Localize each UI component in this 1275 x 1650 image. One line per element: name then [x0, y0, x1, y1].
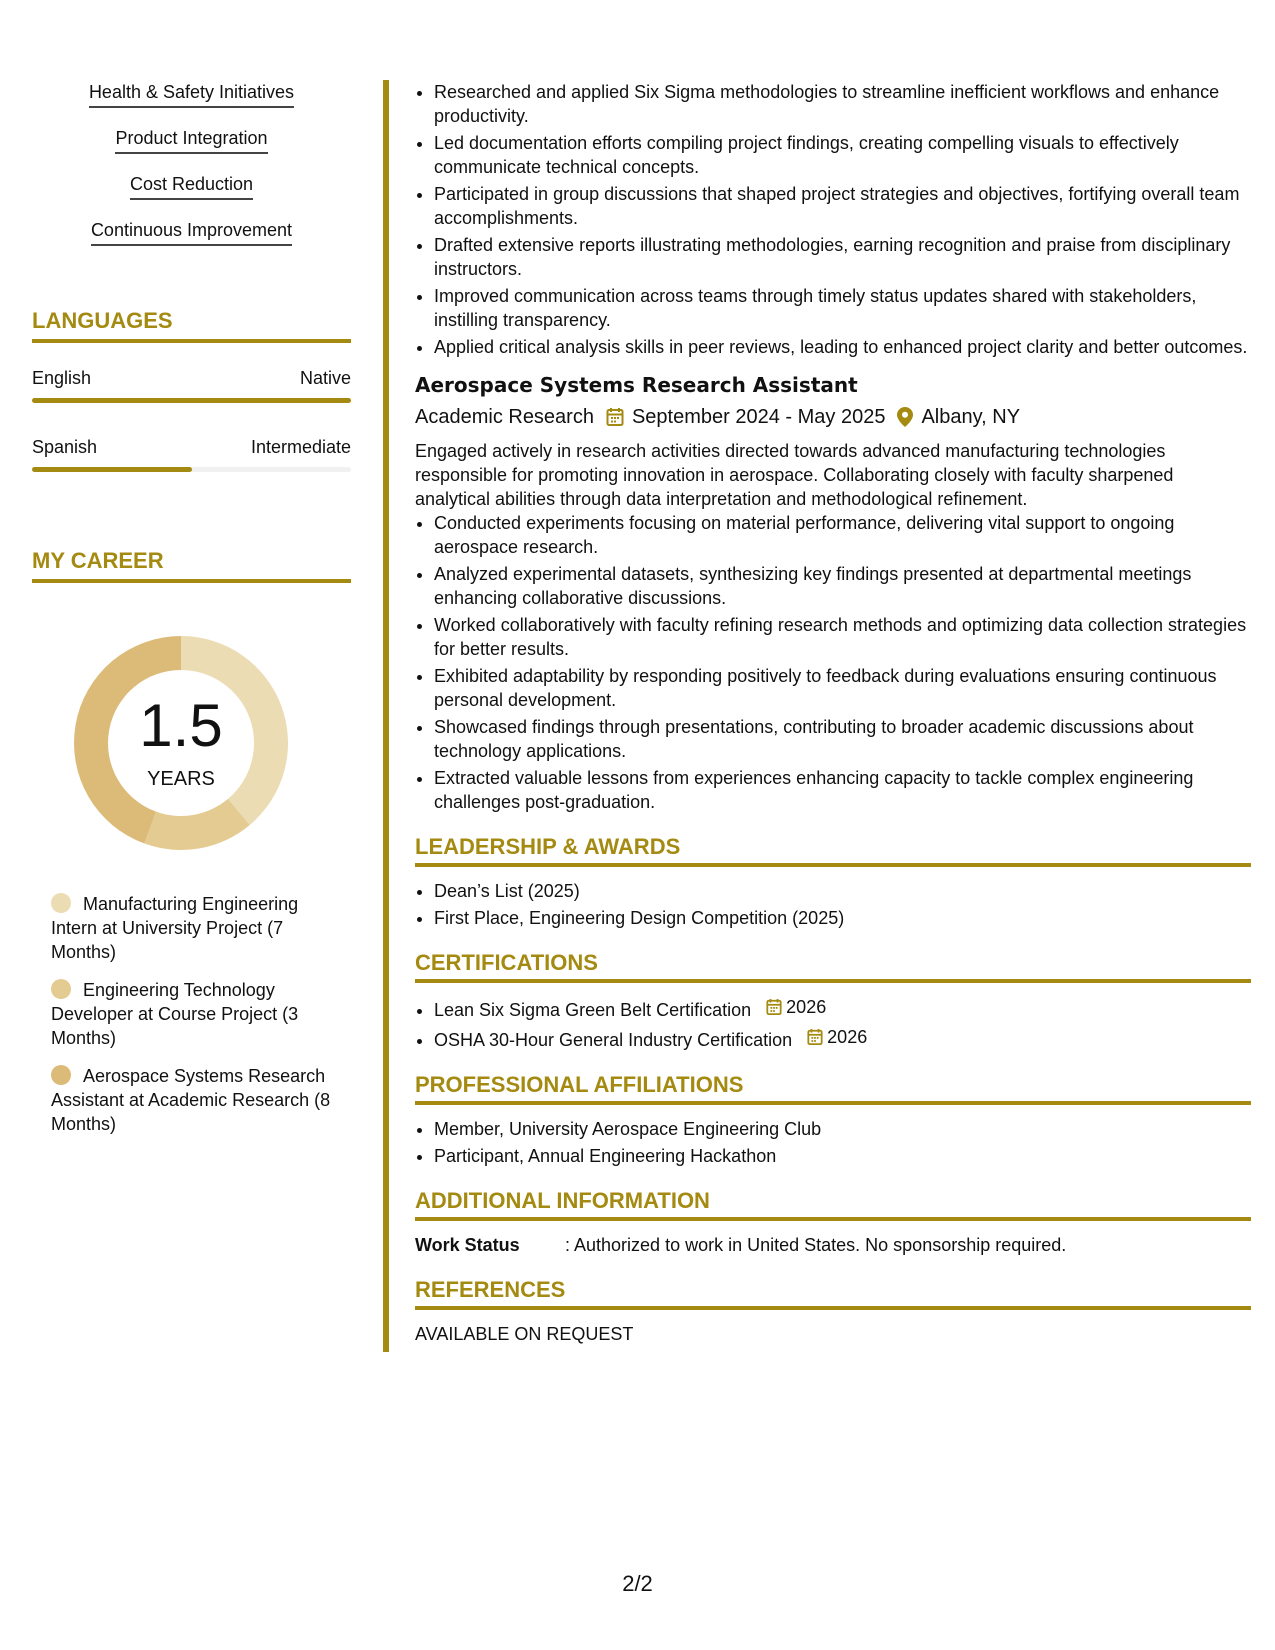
- list-item: • Worked collaboratively with faculty refining research methods and optimizing data collection strategies for better results.: [434, 613, 1251, 661]
- certifications-list: [415, 995, 1251, 1052]
- column-divider: [383, 80, 389, 1352]
- job-meta: [415, 403, 1251, 431]
- calendar-icon: [807, 1028, 823, 1046]
- career-legend-label: Manufacturing Engineering Intern at University Project (7 Months): [51, 894, 299, 962]
- list-item: • Extracted valuable lessons from experiences enhancing capacity to tackle complex engineering challenges post-graduation.: [434, 766, 1251, 814]
- language-level: Native: [299, 368, 351, 388]
- affiliations-heading: PROFESSIONAL AFFILIATIONS: [415, 1072, 1251, 1105]
- list-item: • Drafted extensive reports illustrating methodologies, earning recognition and praise from disciplinary instructors.: [434, 233, 1251, 281]
- list-item: • First Place, Engineering Design Competition (2025): [434, 906, 1251, 930]
- job-location: Albany, NY: [921, 406, 1021, 428]
- career-legend-label: Engineering Technology Developer at Course Project (3 Months): [51, 980, 299, 1048]
- certification-item: [434, 995, 1251, 1022]
- language-row: [32, 435, 351, 459]
- career-heading: MY CAREER: [32, 548, 351, 583]
- certification-year: 2026: [786, 997, 827, 1017]
- career-legend: [51, 892, 331, 1136]
- certifications-heading: CERTIFICATIONS: [415, 950, 1251, 983]
- main-column: [415, 80, 1251, 1346]
- job-summary: Engaged actively in research activities directed towards advanced manufacturing technologies responsible for promoting innovation in aerospace. Collaborating closely with faculty sharpened analytical abilities through data interpretation and methodological refinement.: [415, 441, 1174, 509]
- references-text: AVAILABLE ON REQUEST: [415, 1324, 634, 1344]
- list-item: • Conducted experiments focusing on material performance, delivering vital support to ongoing aerospace research.: [434, 511, 1251, 559]
- job-title: Aerospace Systems Research Assistant: [415, 373, 858, 397]
- language-bar: [32, 467, 351, 472]
- certification-name: OSHA 30-Hour General Industry Certification: [434, 1030, 793, 1050]
- language-bar-fill: [32, 467, 192, 472]
- language-name: English: [32, 368, 92, 388]
- leadership-heading: LEADERSHIP & AWARDS: [415, 834, 1251, 867]
- affiliations-list: [415, 1117, 1251, 1168]
- legend-dot: [51, 893, 71, 913]
- list-item: • Applied critical analysis skills in peer reviews, leading to enhanced project clarity and better outcomes.: [434, 335, 1251, 359]
- work-status-row: [415, 1233, 1251, 1257]
- list-item: • Participated in group discussions that shaped project strategies and objectives, fortifying overall team accomplishments.: [434, 182, 1251, 230]
- additional-info-heading: ADDITIONAL INFORMATION: [415, 1188, 1251, 1221]
- languages-heading: LANGUAGES: [32, 308, 351, 343]
- legend-dot: [51, 979, 71, 999]
- certification-item: [434, 1025, 1251, 1052]
- donut-segment-2: [144, 799, 249, 850]
- job-dates: September 2024 - May 2025: [631, 406, 886, 428]
- job-organization: Academic Research: [415, 406, 594, 428]
- skill-tag: Continuous Improvement: [91, 218, 292, 246]
- career-legend-label: Aerospace Systems Research Assistant at Academic Research (8 Months): [51, 1066, 331, 1134]
- map-pin-icon: [897, 407, 913, 427]
- list-item: • Exhibited adaptability by responding positively to feedback during evaluations ensuring continuous personal development.: [434, 664, 1251, 712]
- career-total-value: 1.5: [139, 692, 223, 759]
- language-row: [32, 366, 351, 390]
- career-legend-item: [51, 892, 331, 964]
- career-legend-item: [51, 1064, 331, 1136]
- skill-tag: Product Integration: [115, 126, 267, 154]
- skill-tag: Health & Safety Initiatives: [89, 80, 294, 108]
- list-item: • Led documentation efforts compiling project findings, creating compelling visuals to effectively communicate technical concepts.: [434, 131, 1251, 179]
- page-number: 2/2: [622, 1571, 653, 1596]
- leadership-list: [415, 879, 1251, 930]
- list-item: • Dean’s List (2025): [434, 879, 1251, 903]
- sidebar: [32, 80, 351, 1150]
- career-total-unit: YEARS: [147, 768, 215, 790]
- work-status-value: : Authorized to work in United States. No sponsorship required.: [565, 1235, 1067, 1255]
- skills-list: [32, 80, 351, 264]
- calendar-icon: [766, 998, 782, 1016]
- work-status-label: Work Status: [415, 1235, 520, 1255]
- language-name: Spanish: [32, 437, 98, 457]
- certification-name: Lean Six Sigma Green Belt Certification: [434, 1000, 752, 1020]
- languages-section: [32, 308, 351, 472]
- list-item: • Showcased findings through presentations, contributing to broader academic discussions about technology applications.: [434, 715, 1251, 763]
- career-section: [32, 548, 351, 1136]
- previous-job-bullets: [415, 80, 1251, 359]
- certification-year: 2026: [827, 1027, 868, 1047]
- job-bullets: [415, 511, 1251, 814]
- language-bar: [32, 398, 351, 403]
- references-heading: REFERENCES: [415, 1277, 1251, 1310]
- list-item: • Participant, Annual Engineering Hackathon: [434, 1144, 1251, 1168]
- career-legend-item: [51, 978, 331, 1050]
- list-item: • Researched and applied Six Sigma methodologies to streamline inefficient workflows and enhance productivity.: [434, 80, 1251, 128]
- list-item: • Analyzed experimental datasets, synthesizing key findings presented at departmental meetings enhancing collaborative discussions.: [434, 562, 1251, 610]
- list-item: • Improved communication across teams through timely status updates shared with stakeholders, instilling transparency.: [434, 284, 1251, 332]
- skill-tag: Cost Reduction: [130, 172, 253, 200]
- career-donut: [66, 628, 296, 858]
- language-level: Intermediate: [250, 437, 351, 457]
- language-bar-fill: [32, 398, 351, 403]
- legend-dot: [51, 1065, 71, 1085]
- list-item: • Member, University Aerospace Engineering Club: [434, 1117, 1251, 1141]
- calendar-icon: [606, 407, 624, 427]
